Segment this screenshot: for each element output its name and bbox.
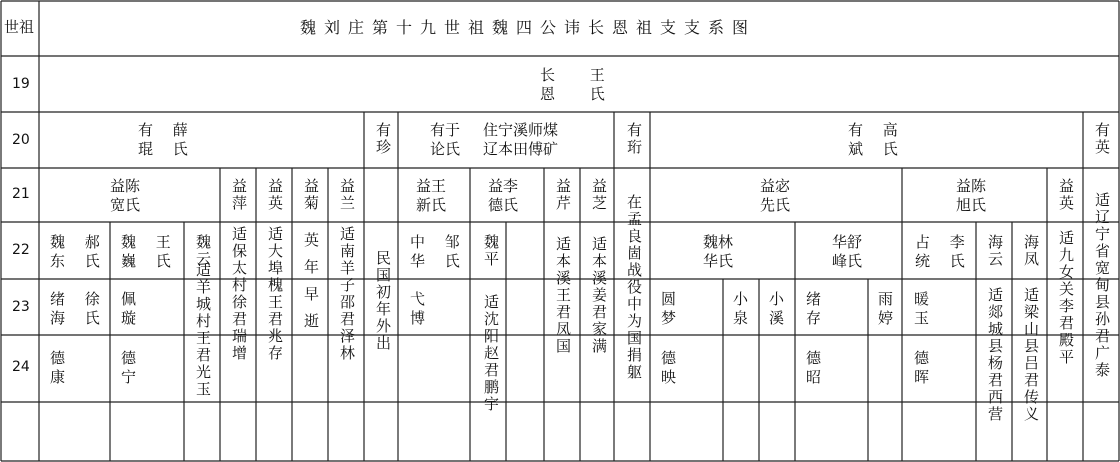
note-lan-spouse: 适南羊子邵君泽林 bbox=[338, 226, 356, 362]
node-weihua: 魏林 华氏 bbox=[703, 233, 734, 270]
node-dehui: 德 晖 bbox=[914, 349, 930, 386]
node-yide: 益李 德氏 bbox=[488, 177, 519, 214]
node-yuting: 雨 婷 bbox=[878, 290, 894, 327]
node-changen: 长 王 恩 氏 bbox=[540, 66, 605, 103]
node-deying: 德 映 bbox=[661, 349, 677, 386]
node-yixian: 益宓 先氏 bbox=[760, 177, 791, 214]
node-xiaoquan: 小 泉 bbox=[733, 290, 749, 327]
node-yuanmeng: 圆 梦 bbox=[661, 290, 677, 327]
node-yikuan: 益陈 宽氏 bbox=[110, 177, 141, 214]
note-ping2-spouse: 适沈阳赵君鹏宇 bbox=[482, 294, 500, 413]
node-dening: 德 宁 bbox=[121, 349, 137, 386]
note-haifeng-spouse: 适梁山县吕君传义 bbox=[1022, 287, 1040, 423]
node-zhantong: 占 李 统 氏 bbox=[915, 233, 965, 270]
node-haifeng: 海凤 bbox=[1022, 234, 1040, 268]
generation-21-label: 21 bbox=[12, 186, 30, 202]
generation-19-label: 19 bbox=[12, 76, 30, 92]
node-dekang: 德 康 bbox=[50, 349, 66, 386]
node-youzhen: 有珍 bbox=[374, 122, 392, 156]
node-xucun: 绪 存 bbox=[806, 290, 822, 327]
node-yilan: 益兰 bbox=[338, 178, 356, 212]
generation-22-label: 22 bbox=[12, 242, 30, 258]
node-weidong: 魏 郝 东 氏 bbox=[50, 233, 100, 270]
node-yiying2: 益英 bbox=[1057, 178, 1075, 212]
generation-24-label: 24 bbox=[12, 359, 30, 375]
note-ying2-spouse: 适九女关李君殿平 bbox=[1057, 230, 1075, 366]
node-zhonghua: 中 邹 华 氏 bbox=[410, 233, 460, 270]
note-ping-spouse: 适保太村徐君瑞增 bbox=[230, 226, 248, 362]
generation-column-header: 世祖 bbox=[4, 18, 35, 36]
note-ju-life: 英年早逝 bbox=[302, 232, 320, 340]
node-youlun: 有于 论氏 bbox=[430, 121, 461, 158]
node-youkun: 有 薛 琨 氏 bbox=[138, 121, 188, 158]
node-huafeng: 华舒 峰氏 bbox=[832, 233, 863, 270]
chart-title: 魏刘庄第十九世祖魏四公讳长恩祖支支系图 bbox=[300, 18, 757, 37]
node-dezhao: 德 昭 bbox=[806, 349, 822, 386]
node-yiping: 益萍 bbox=[230, 178, 248, 212]
node-yiying: 益英 bbox=[266, 178, 284, 212]
node-yiju: 益菊 bbox=[302, 178, 320, 212]
youlun-residence-note: 住宁溪师煤 辽本田傅矿 bbox=[483, 121, 559, 158]
note-zhi-spouse: 适本溪姜君家满 bbox=[590, 236, 608, 355]
note-haiyun-spouse: 适郯城县杨君西营 bbox=[986, 287, 1004, 423]
node-yibo: 弋 博 bbox=[410, 290, 426, 327]
node-xuhai: 绪 徐 海 氏 bbox=[50, 290, 100, 327]
node-youbin: 有 高 斌 氏 bbox=[848, 121, 898, 158]
generation-20-label: 20 bbox=[12, 132, 30, 148]
node-yizhi: 益芝 bbox=[590, 178, 608, 212]
node-yixin: 益王 新氏 bbox=[416, 177, 447, 214]
node-weiping: 魏平 bbox=[482, 234, 500, 268]
node-weiwei: 魏 王 巍 氏 bbox=[121, 233, 171, 270]
node-xiaoxi: 小 溪 bbox=[769, 290, 785, 327]
node-haiyun: 海云 bbox=[986, 234, 1004, 268]
node-weiyun: 魏云 bbox=[194, 234, 212, 268]
note-heng-fate: 在孟良崮战役中为国捐躯 bbox=[625, 194, 643, 381]
node-peixuan: 佩 璇 bbox=[121, 290, 137, 327]
node-yiqin: 益芹 bbox=[554, 178, 572, 212]
note-zhen-fate: 民国初年外出 bbox=[374, 250, 392, 352]
generation-23-label: 23 bbox=[12, 299, 30, 315]
node-yixu: 益陈 旭氏 bbox=[956, 177, 987, 214]
note-qin-spouse: 适本溪王君凤国 bbox=[554, 236, 572, 355]
node-nuanyu: 暖 玉 bbox=[914, 290, 930, 327]
node-youheng: 有珩 bbox=[625, 122, 643, 156]
node-youying: 有英 bbox=[1093, 122, 1111, 156]
note-ying-spouse: 适大埠槐王君兆存 bbox=[266, 226, 284, 362]
note-yun-spouse: 适羊城村王君光玉 bbox=[194, 262, 212, 398]
note-ying20-spouse: 适辽宁省宽甸县孙君广泰 bbox=[1093, 192, 1111, 379]
